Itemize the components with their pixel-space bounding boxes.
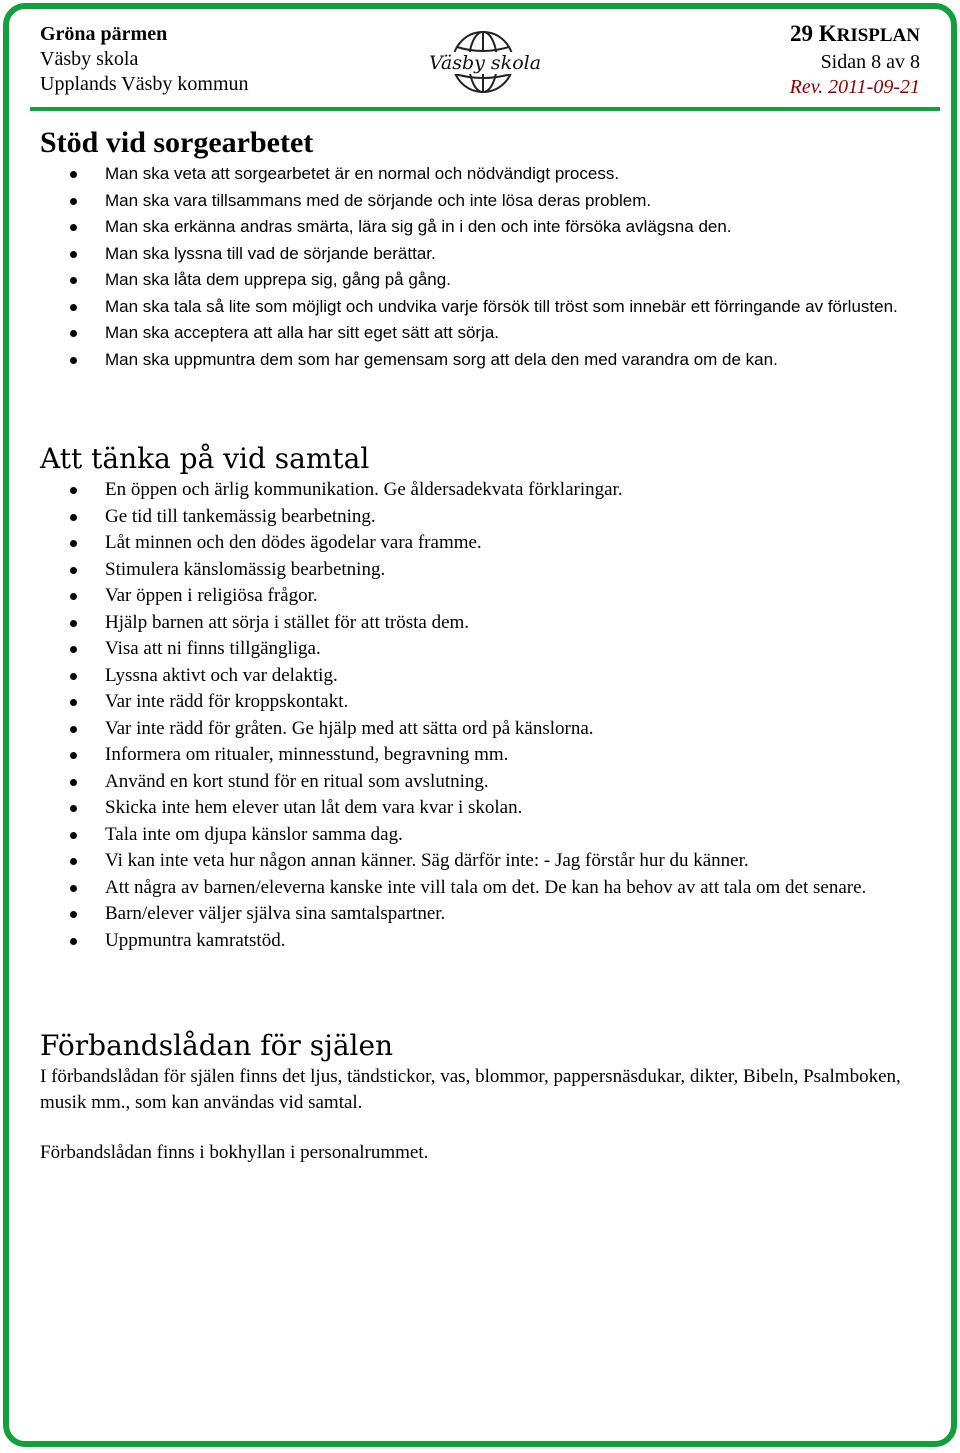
document-title-initial: K [818,21,837,46]
list-item: Man ska erkänna andras smärta, lära sig gå in i den och inte försöka avlägsna den. [40,214,920,241]
document-number: 29 [789,21,813,46]
section-title-grief-support: Stöd vid sorgearbetet [40,126,314,159]
section-title-conversation: Att tänka på vid samtal [40,442,370,475]
paragraph: I förbandslådan för själen finns det ljus, tändstickor, vas, blommor, pappersnäsdukar, dikter, Bibeln, Psalmboken, musik mm., som kan användas vid samtal. [40,1066,901,1113]
school-logo [427,22,543,102]
list-item: Hjälp barnen att sörja i stället för att trösta dem. [40,610,920,637]
list-item: Uppmuntra kamratstöd. [40,928,920,955]
municipality-name: Upplands Väsby kommun [40,73,249,95]
list-item: Att några av barnen/eleverna kanske inte vill tala om det. De kan ha behov av att tala om det senare. [40,875,920,902]
list-item: Man ska veta att sorgearbetet är en normal och nödvändigt process. [40,161,920,188]
list-item: Informera om ritualer, minnesstund, begravning mm. [40,742,920,769]
list-item: Man ska låta dem upprepa sig, gång på gång. [40,267,920,294]
section-title-first-aid-box: Förbandslådan för själen [40,1029,394,1062]
list-item: Låt minnen och den dödes ägodelar vara framme. [40,530,920,557]
list-item: Man ska vara tillsammans med de sörjande och inte lösa deras problem. [40,188,920,215]
paragraph: Förbandslådan finns i bokhyllan i personalrummet. [40,1142,429,1163]
list-item: Man ska tala så lite som möjligt och undvika varje försök till tröst som innebär ett förringande av förlusten. [40,294,920,321]
list-item: Barn/elever väljer själva sina samtalspartner. [40,901,920,928]
svg-text:Väsby skola: Väsby skola [428,52,542,74]
list-item: Tala inte om djupa känslor samma dag. [40,822,920,849]
list-item: Lyssna aktivt och var delaktig. [40,663,920,690]
binder-name: Gröna pärmen [40,23,168,45]
grief-support-list [40,161,920,373]
list-item: Var öppen i religiösa frågor. [40,583,920,610]
header-divider [30,107,940,111]
document-title-rest: RISPLAN [836,25,920,46]
globe-logo-icon [427,22,543,102]
document-body [40,125,920,1166]
page-number: Sidan 8 av 8 [820,51,920,73]
header-right [790,20,920,100]
list-item: Skicka inte hem elever utan låt dem vara kvar i skolan. [40,795,920,822]
conversation-list [40,477,920,954]
list-item: Man ska uppmuntra dem som har gemensam sorg att dela den med varandra om de kan. [40,347,920,374]
list-item: Man ska acceptera att alla har sitt eget sätt att sörja. [40,320,920,347]
list-item: Vi kan inte veta hur någon annan känner. Säg därför inte: - Jag förstår hur du känner. [40,848,920,875]
list-item: Visa att ni finns tillgängliga. [40,636,920,663]
list-item: Stimulera känslomässig bearbetning. [40,557,920,584]
list-item: Använd en kort stund för en ritual som avslutning. [40,769,920,796]
list-item: Var inte rädd för kroppskontakt. [40,689,920,716]
list-item: Var inte rädd för gråten. Ge hjälp med att sätta ord på känslorna. [40,716,920,743]
school-name: Väsby skola [40,48,139,70]
list-item: En öppen och ärlig kommunikation. Ge åldersadekvata förklaringar. [40,477,920,504]
list-item: Ge tid till tankemässig bearbetning. [40,504,920,531]
revision-date: Rev. 2011-09-21 [789,76,920,98]
header-left [40,22,249,97]
document-title [790,20,920,50]
list-item: Man ska lyssna till vad de sörjande berättar. [40,241,920,268]
